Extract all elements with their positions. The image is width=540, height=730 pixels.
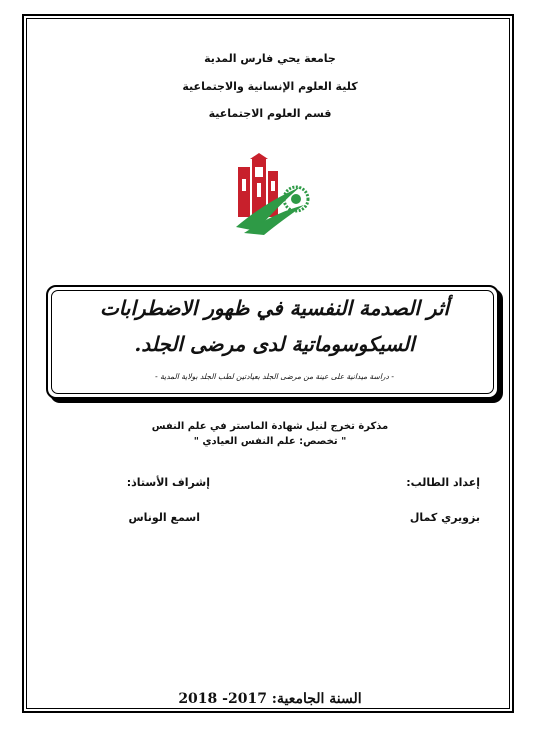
thesis-subtitle: - دراسة ميدانية على عينة من مرضى الجلد بعيادتين لطب الجلد بولاية المدية - bbox=[155, 372, 394, 381]
thesis-title-line2: السيكوسوماتية لدى مرضى الجلد. bbox=[134, 332, 415, 356]
student-label: إعداد الطالب: bbox=[406, 476, 480, 489]
faculty-name: كلية العلوم الإنسانية والاجتماعية bbox=[182, 80, 358, 93]
title-box bbox=[46, 285, 499, 399]
thesis-purpose: مذكرة تخرج لنيل شهادة الماستر في علم النفس bbox=[151, 421, 389, 432]
academic-year: السنة الجامعية: 2017- 2018 bbox=[178, 691, 362, 707]
student-name: بزويري كمال bbox=[409, 511, 480, 524]
supervisor-label: إشراف الأستاذ: bbox=[126, 476, 210, 489]
thesis-specialty: " تخصص: علم النفس العيادي " bbox=[193, 436, 347, 447]
thesis-title-line1: أثر الصدمة النفسية في ظهور الاضطرابات bbox=[99, 296, 450, 320]
supervisor-name: اسمع الوناس bbox=[128, 511, 200, 524]
university-emblem-icon bbox=[230, 153, 316, 237]
department-name: قسم العلوم الاجتماعية bbox=[208, 107, 332, 120]
university-name: جامعة يحي فارس المدية bbox=[204, 52, 336, 65]
